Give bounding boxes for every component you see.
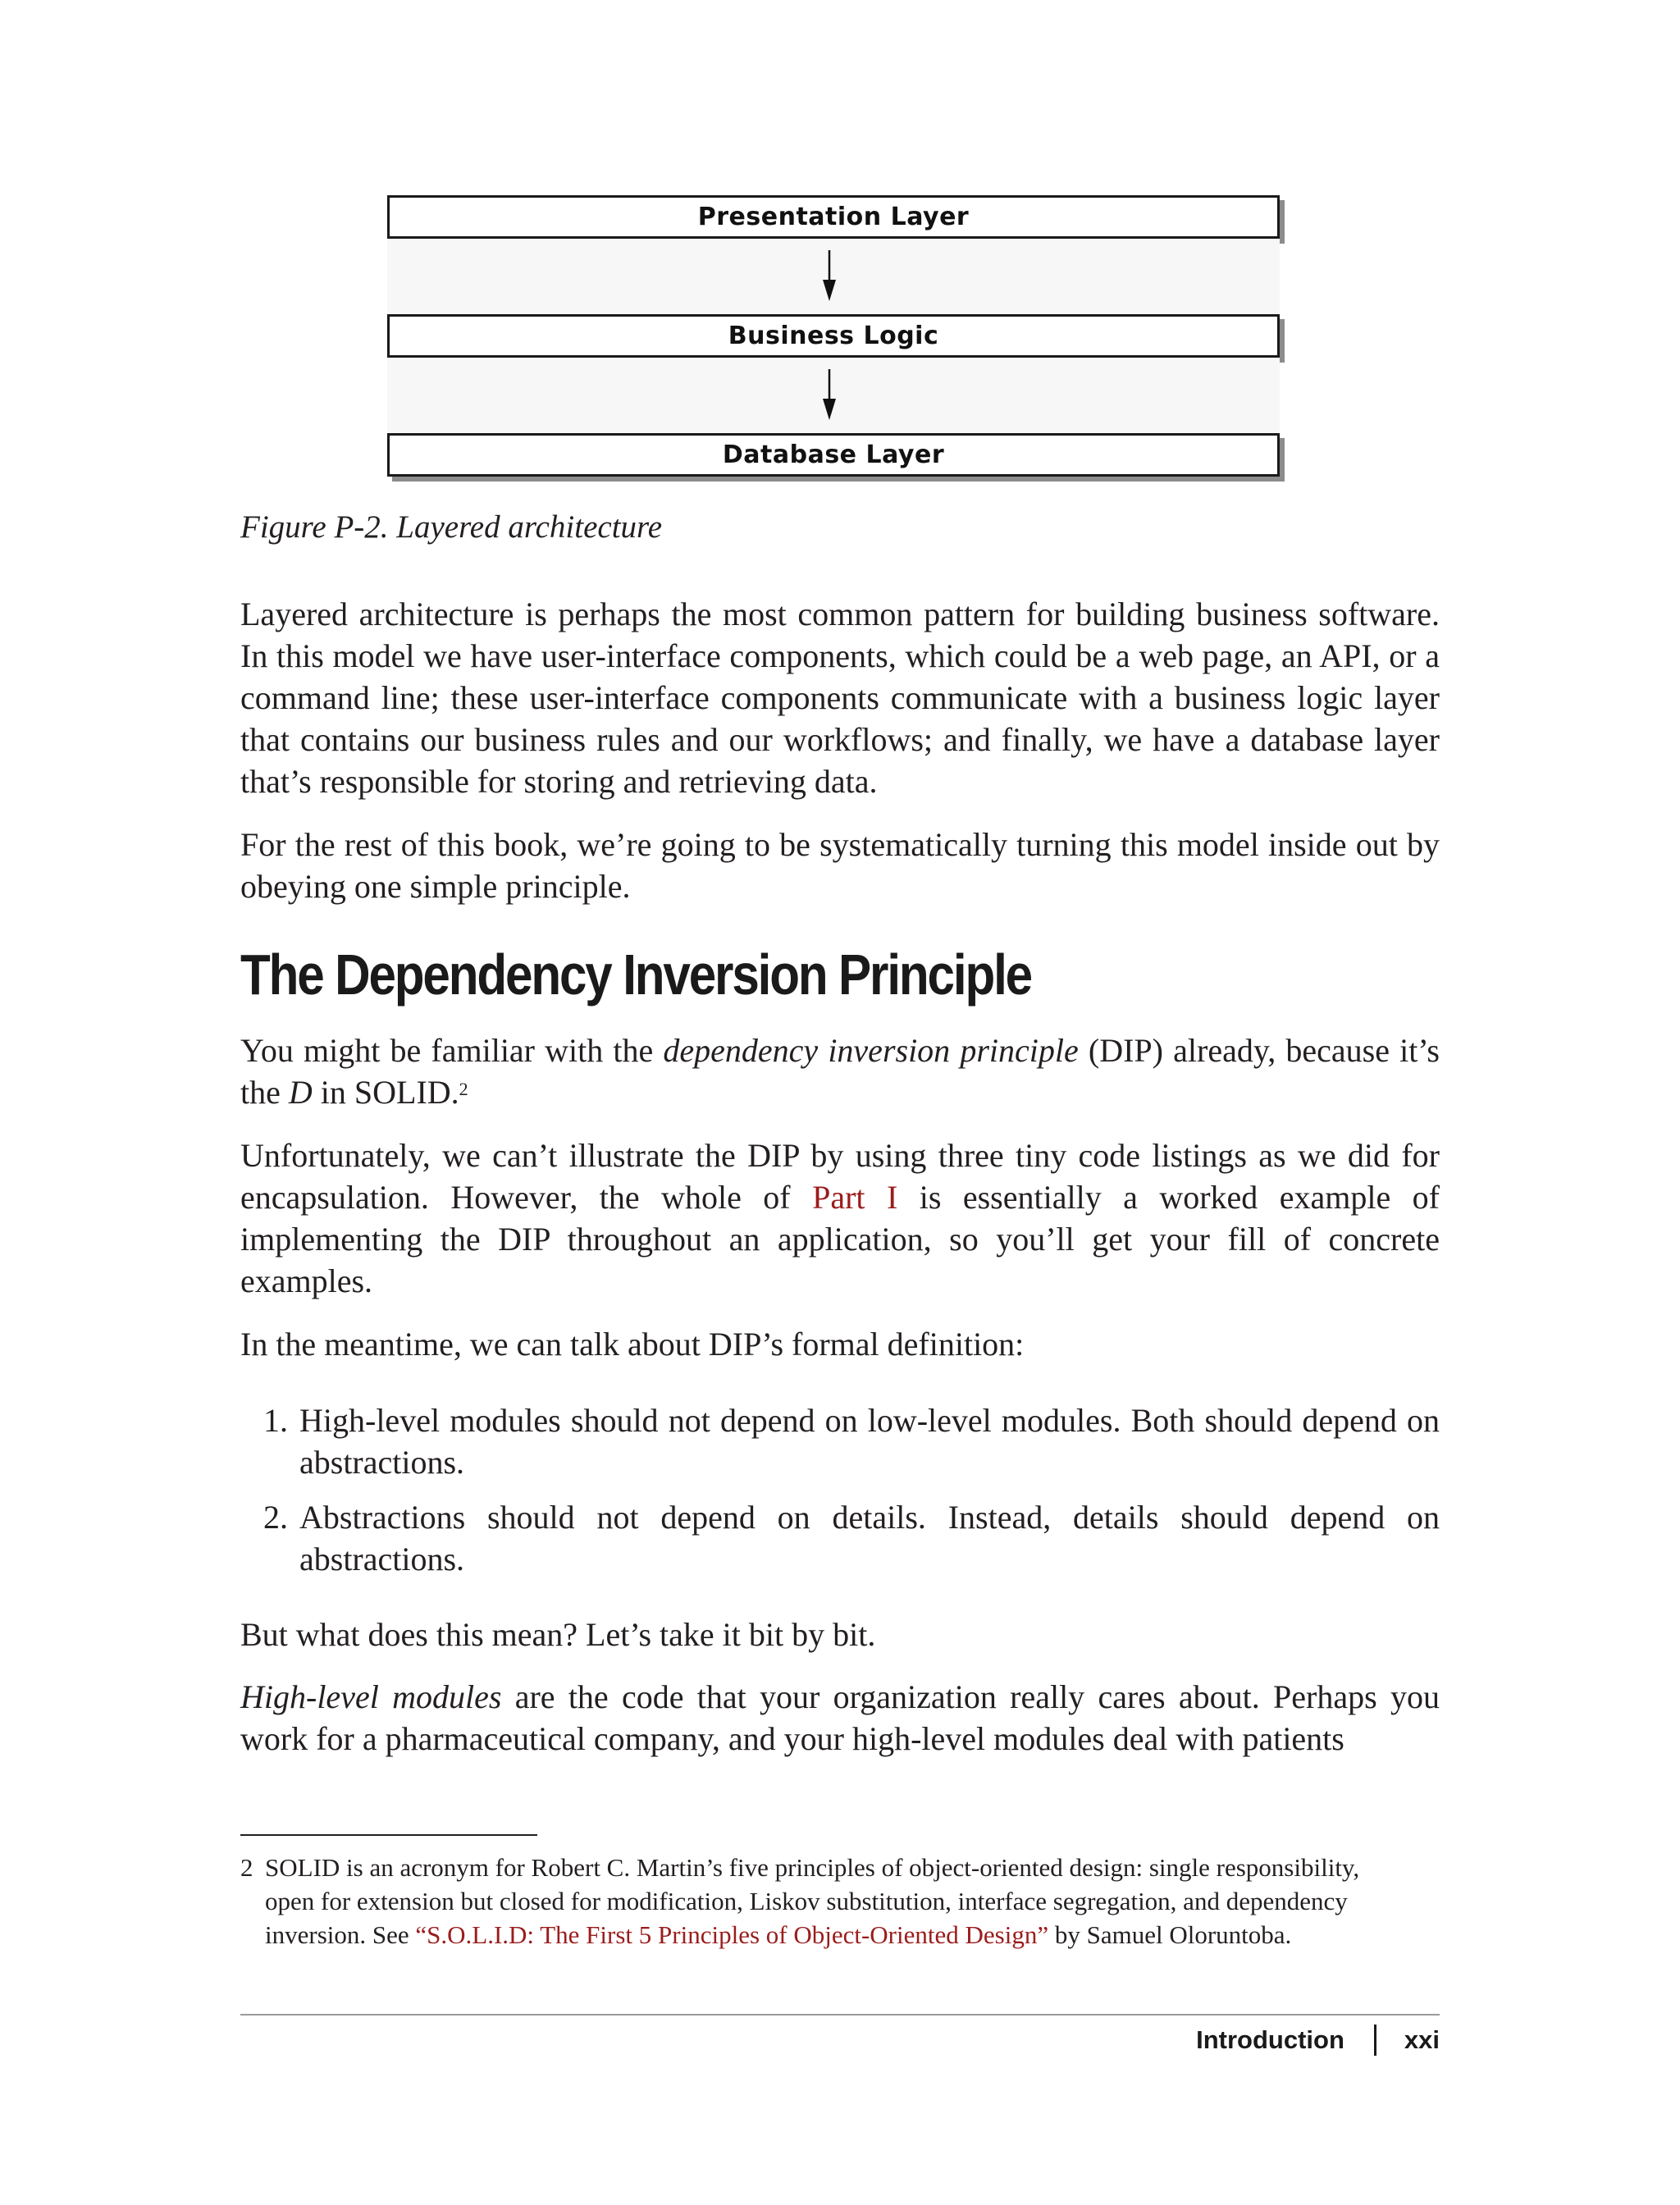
paragraph-dip-intro bbox=[240, 1029, 1440, 1113]
paragraph-unfortunately bbox=[240, 1134, 1440, 1302]
paragraph-rest-of-book: For the rest of this book, we’re going to be systematically turning this model inside out by obeying one simple principle. bbox=[240, 826, 1440, 905]
layer-connector bbox=[387, 358, 1280, 433]
body-paragraph bbox=[240, 593, 1440, 802]
figure-caption: Figure P-2. Layered architecture bbox=[240, 509, 663, 545]
footnote-divider bbox=[240, 1834, 537, 1836]
footer-divider bbox=[240, 2014, 1440, 2016]
business-logic-label: Business Logic bbox=[728, 322, 939, 350]
part-one-link[interactable]: Part I bbox=[812, 1179, 898, 1216]
presentation-layer-box bbox=[387, 195, 1280, 239]
emphasis-dip: dependency inversion principle bbox=[663, 1032, 1079, 1069]
paragraph-high-level-modules bbox=[240, 1676, 1440, 1760]
emphasis-high-level-modules: High-level modules bbox=[240, 1678, 502, 1715]
text-run: (DIP) already, because it’s the bbox=[240, 1032, 1440, 1111]
layered-architecture-figure bbox=[387, 195, 1288, 477]
paragraph-layered-architecture: Layered architecture is perhaps the most common pattern for building business software. In this model we have user-interface components, which could be a web page, an API, or a command line; these user-interface components communicate with a business logic layer that contains our business rules and our workflows; and finally, we have a database layer that’s responsible for storing and retrieving data. bbox=[240, 596, 1440, 800]
footnote-number: 2 bbox=[240, 1853, 253, 1882]
text-run: are the code that your organization really cares about. Perhaps you work for a pharmaceutical company, and your high-level modules deal with patients bbox=[240, 1678, 1440, 1757]
down-arrow-icon bbox=[821, 250, 838, 301]
list-text: Abstractions should not depend on details. Instead, details should depend on abstractions. bbox=[299, 1499, 1440, 1577]
footnote-reference[interactable]: 2 bbox=[459, 1079, 468, 1099]
paragraph-bit-by-bit: But what does this mean? Let’s take it bit by bit. bbox=[240, 1616, 876, 1653]
list-number: 1. bbox=[263, 1402, 288, 1439]
footnote bbox=[240, 1851, 1405, 1952]
footer-separator bbox=[1374, 2025, 1376, 2056]
down-arrow-icon bbox=[821, 369, 838, 420]
business-logic-box bbox=[387, 314, 1280, 358]
list-item bbox=[240, 1399, 1440, 1483]
dip-definition-list bbox=[240, 1399, 1440, 1580]
text-run: SOLID is an acronym for Robert C. Martin’s five principles of object-oriented design: single responsibility, open for extension but closed for modification, Liskov substitution, interface segregation, and dependency inversion. See bbox=[265, 1853, 1360, 1949]
body-paragraph bbox=[240, 1029, 1440, 1113]
emphasis-d: D bbox=[288, 1074, 313, 1111]
list-text: High-level modules should not depend on low-level modules. Both should depend on abstractions. bbox=[299, 1402, 1440, 1481]
body-paragraph bbox=[240, 1614, 1440, 1655]
paragraph-meantime: In the meantime, we can talk about DIP’s formal definition: bbox=[240, 1326, 1025, 1363]
page-footer bbox=[1196, 2025, 1440, 2056]
body-paragraph bbox=[240, 824, 1440, 907]
page-number: xxi bbox=[1404, 2025, 1440, 2054]
database-layer-box bbox=[387, 433, 1280, 477]
text-run: in SOLID. bbox=[312, 1074, 459, 1111]
text-run: is essentially a worked example of implementing the DIP throughout an application, so you’ll get your fill of concrete examples. bbox=[240, 1179, 1440, 1299]
layer-connector bbox=[387, 239, 1280, 314]
text-run: by Samuel Oloruntoba. bbox=[1048, 1920, 1292, 1949]
solid-article-link[interactable]: “S.O.L.I.D: The First 5 Principles of Object-Oriented Design” bbox=[415, 1920, 1049, 1949]
list-number: 2. bbox=[263, 1499, 288, 1536]
body-paragraph bbox=[240, 1676, 1440, 1760]
database-layer-label: Database Layer bbox=[722, 441, 945, 469]
presentation-layer-label: Presentation Layer bbox=[697, 203, 970, 231]
list-item bbox=[240, 1496, 1440, 1580]
body-paragraph bbox=[240, 1323, 1440, 1365]
footer-section-title: Introduction bbox=[1196, 2025, 1344, 2054]
body-paragraph bbox=[240, 1134, 1440, 1302]
section-heading: The Dependency Inversion Principle bbox=[240, 943, 1031, 1007]
text-run: Unfortunately, we can’t illustrate the DIP by using three tiny code listings as we did for encapsulation. However, the whole of bbox=[240, 1137, 1440, 1216]
footnote-text bbox=[265, 1851, 1405, 1952]
text-run: You might be familiar with the bbox=[240, 1032, 664, 1069]
